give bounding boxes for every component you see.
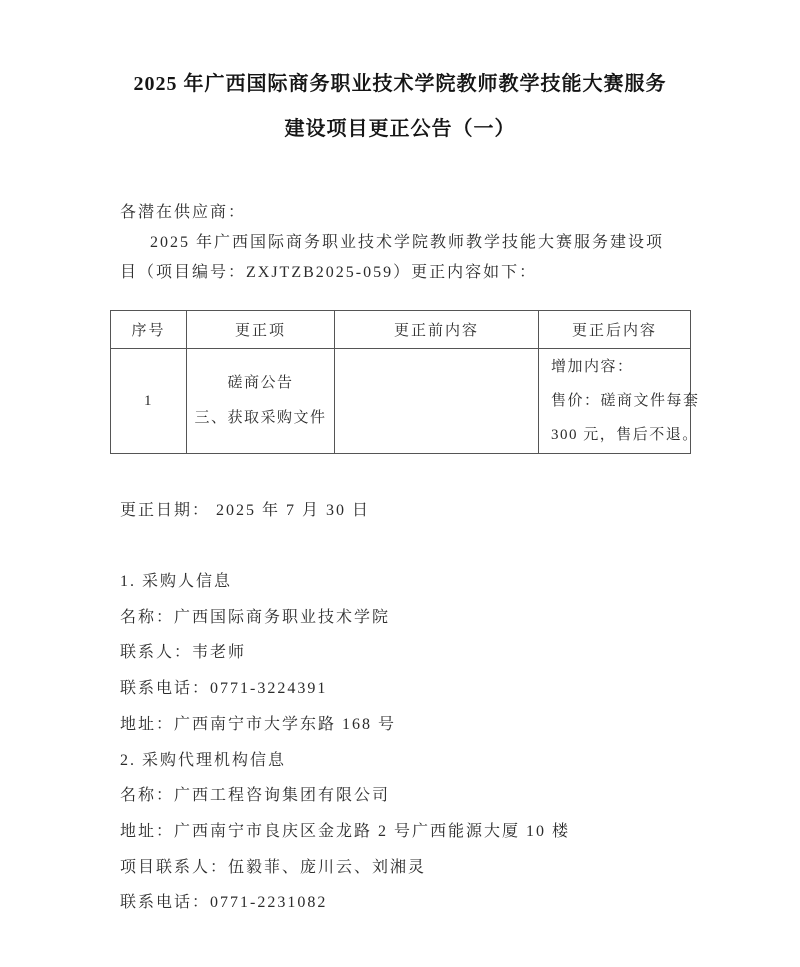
agency-name: 名称：广西工程咨询集团有限公司 [120, 787, 391, 805]
item-line-2: 三、获取采购文件 [194, 410, 327, 426]
agency-heading: 2. 采购代理机构信息 [120, 751, 287, 769]
cell-before [335, 349, 539, 454]
cell-after [539, 349, 700, 454]
item-line-1: 磋商公告 [227, 375, 294, 391]
col-header-item: 更正项 [187, 311, 335, 349]
document-title [0, 0, 800, 152]
cell-seq: 1 [111, 349, 187, 454]
table-row [111, 349, 691, 454]
intro-section [120, 198, 690, 288]
purchaser-name: 名称：广西国际商务职业技术学院 [120, 608, 391, 626]
purchaser-address: 地址：广西南宁市大学东路 168 号 [120, 715, 397, 733]
col-header-seq: 序号 [111, 311, 187, 349]
intro-paragraph-line-1: 2025 年广西国际商务职业技术学院教师教学技能大赛服务建设项 [150, 234, 665, 251]
title-line-1: 2025 年广西国际商务职业技术学院教师教学技能大赛服务 [133, 73, 667, 95]
after-line-1: 增加内容： [551, 359, 634, 375]
cell-item [187, 349, 335, 454]
purchaser-contact: 联系人：韦老师 [120, 644, 247, 662]
contact-info-section [120, 564, 800, 921]
intro-paragraph-line-2: 目（项目编号：ZXJTZB2025-059）更正内容如下： [120, 264, 538, 281]
col-header-after: 更正后内容 [539, 311, 691, 349]
agency-address: 地址：广西南宁市良庆区金龙路 2 号广西能源大厦 10 楼 [120, 822, 571, 840]
salutation: 各潜在供应商： [120, 204, 247, 221]
correction-date: 更正日期： 2025 年 7 月 30 日 [120, 502, 371, 519]
after-line-3: 300 元，售后不退。 [551, 427, 699, 443]
after-line-2: 售价：磋商文件每套 [551, 393, 700, 409]
correction-table [110, 310, 700, 454]
title-line-2: 建设项目更正公告（一） [284, 118, 516, 140]
purchaser-heading: 1. 采购人信息 [120, 573, 233, 590]
agency-phone: 联系电话：0771-2231082 [120, 894, 328, 912]
purchaser-phone: 联系电话：0771-3224391 [120, 680, 328, 698]
table-header-row [111, 311, 691, 349]
agency-contacts: 项目联系人：伍毅菲、庞川云、刘湘灵 [120, 858, 427, 876]
col-header-before: 更正前内容 [335, 311, 539, 349]
